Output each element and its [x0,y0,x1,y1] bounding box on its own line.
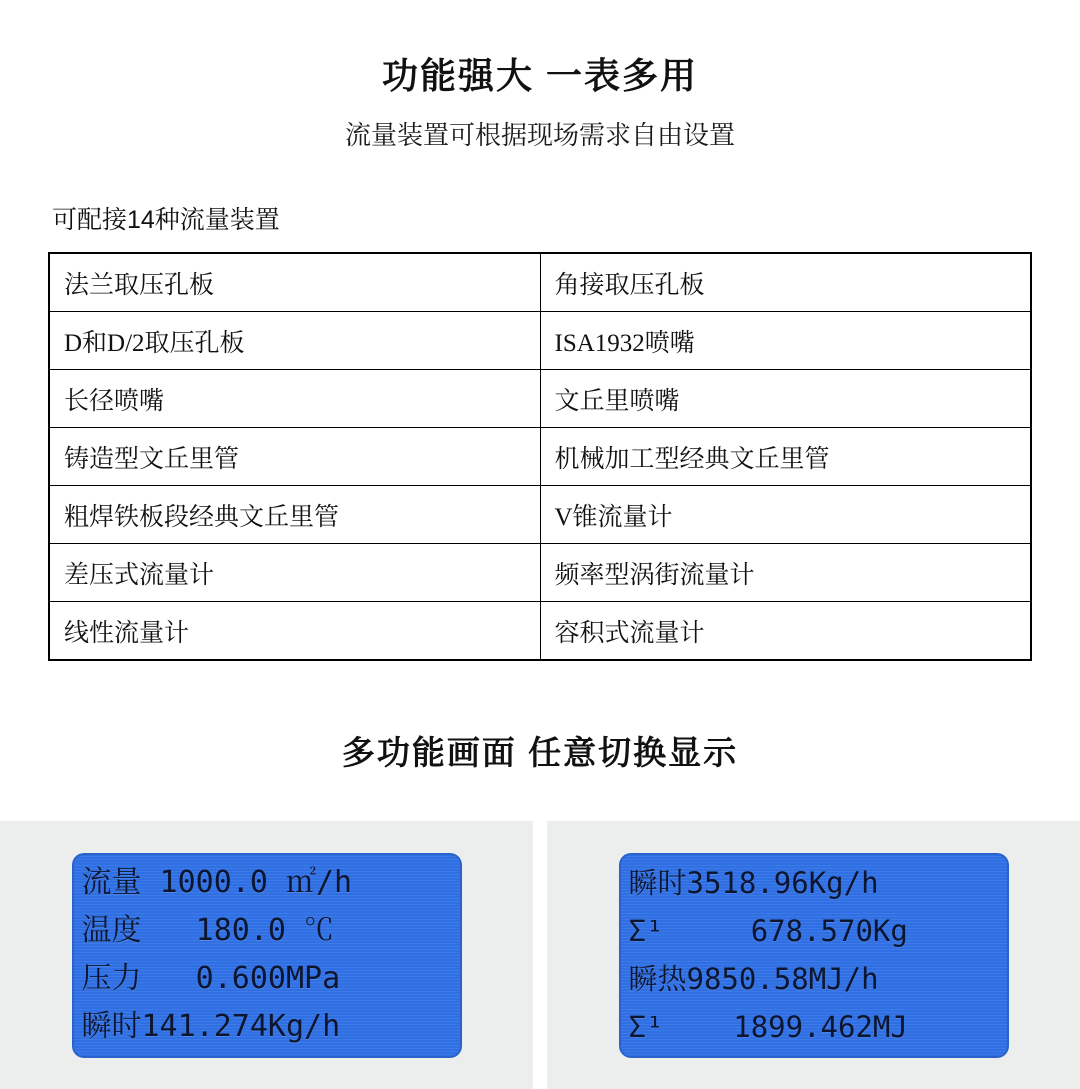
lcd-screen-right [619,853,1009,1058]
table-cell: D和D/2取压孔板 [49,312,540,370]
page-subtitle: 流量装置可根据现场需求自由设置 [344,120,735,150]
table-cell: 机械加工型经典文丘里管 [540,428,1031,486]
table-row [49,312,1031,370]
table-row [49,602,1031,661]
lcd-line: 流量 1000.0 ㎡/h [81,865,353,900]
table-row [49,370,1031,428]
lcd-screens-row [0,821,1080,1089]
table-cell: ISA1932喷嘴 [540,312,1031,370]
lcd-line: Σ¹ 678.570Kg [628,914,908,948]
lcd-panel-right [547,821,1080,1089]
table-cell: 长径喷嘴 [49,370,540,428]
table-row [49,486,1031,544]
table-cell: 法兰取压孔板 [49,253,540,312]
table-cell: 铸造型文丘里管 [49,428,540,486]
section-lead-text: 可配接14种流量装置 [52,206,280,234]
table-row [49,544,1031,602]
table-cell: 频率型涡街流量计 [540,544,1031,602]
page-title: 功能强大 一表多用 [381,55,698,96]
table-cell: 容积式流量计 [540,602,1031,661]
table-cell: 文丘里喷嘴 [540,370,1031,428]
table-cell: 角接取压孔板 [540,253,1031,312]
lcd-screen-left [72,853,462,1058]
flow-device-table [48,252,1032,661]
lcd-line: Σ¹ 1899.462MJ [628,1010,908,1044]
table-cell: 线性流量计 [49,602,540,661]
table-row [49,428,1031,486]
lcd-line: 瞬时3518.96Kg/h [628,866,879,900]
table-cell: V锥流量计 [540,486,1031,544]
lcd-line: 温度 180.0 ℃ [81,913,335,948]
table-cell: 粗焊铁板段经典文丘里管 [49,486,540,544]
lcd-line: 瞬时141.274Kg/h [81,1009,341,1044]
section2-title: 多功能画面 任意切换显示 [341,734,739,771]
lcd-line: 瞬热9850.58MJ/h [628,962,879,996]
lcd-panel-left [0,821,533,1089]
table-row [49,253,1031,312]
lcd-line: 压力 0.600MPa [81,961,341,996]
table-cell: 差压式流量计 [49,544,540,602]
